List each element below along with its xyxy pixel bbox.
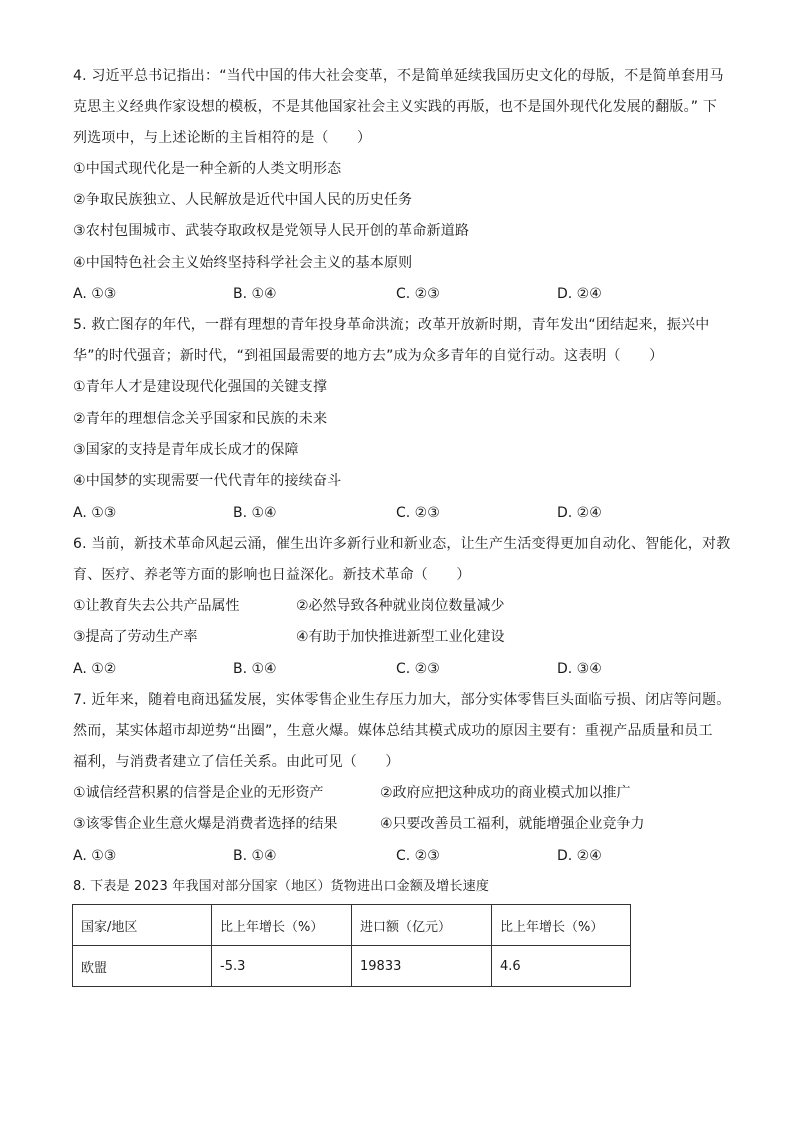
table-header-cell: 国家/地区 bbox=[73, 905, 212, 946]
q5-stem-line-2: 华”的时代强音；新时代，“到祖国最需要的地方去”成为众多青年的自觉行动。这表明（ ） bbox=[73, 348, 664, 364]
q6-item-1: ①让教育失去公共产品属性 bbox=[73, 598, 240, 614]
q4-item-4: ④中国特色社会主义始终坚持科学社会主义的基本原则 bbox=[73, 255, 413, 271]
q6-option-d: D. ③④ bbox=[557, 661, 602, 677]
table-cell: 欧盟 bbox=[73, 946, 212, 987]
q4-item-1: ①中国式现代化是一种全新的人类文明形态 bbox=[73, 161, 342, 177]
q5-item-1: ①青年人才是建设现代化强国的关键支撑 bbox=[73, 379, 328, 395]
q7-item-2: ②政府应把这种成功的商业模式加以推广 bbox=[380, 785, 631, 801]
q4-stem-line-2: 克思主义经典作家设想的模板，不是其他国家社会主义实践的再版，也不是国外现代化发展的翻版。” 下 bbox=[73, 99, 718, 115]
table-cell: 4.6 bbox=[492, 946, 631, 987]
q7-item-4: ④只要改善员工福利，就能增强企业竞争力 bbox=[380, 816, 645, 832]
q7-option-d: D. ②④ bbox=[557, 848, 602, 864]
q7-option-c: C. ②③ bbox=[396, 848, 440, 864]
q5-item-3: ③国家的支持是青年成长成才的保障 bbox=[73, 442, 299, 458]
q5-stem-line-1: 5. 救亡图存的年代，一群有理想的青年投身革命洪流；改革开放新时期，青年发出“团结起来，振兴中 bbox=[73, 317, 710, 333]
q5-item-4: ④中国梦的实现需要一代代青年的接续奋斗 bbox=[73, 473, 342, 489]
table-cell: -5.3 bbox=[212, 946, 352, 987]
q4-stem-line-1: 4. 习近平总书记指出：“当代中国的伟大社会变革，不是简单延续我国历史文化的母版，不是简单套用马 bbox=[73, 68, 724, 84]
table-header-row bbox=[73, 905, 631, 946]
q5-option-a: A. ①③ bbox=[73, 505, 117, 521]
trade-table bbox=[72, 904, 631, 987]
q6-option-b: B. ①④ bbox=[233, 661, 277, 677]
q7-item-1: ①诚信经营积累的信誉是企业的无形资产 bbox=[73, 785, 324, 801]
q5-option-c: C. ②③ bbox=[396, 505, 440, 521]
q8-stem: 8. 下表是 2023 年我国对部分国家（地区）货物进出口金额及增长速度 bbox=[73, 879, 490, 894]
q4-item-3: ③农村包围城市、武装夺取政权是党领导人民开创的革命新道路 bbox=[73, 223, 470, 239]
table-header-cell: 进口额（亿元） bbox=[352, 905, 492, 946]
q5-option-d: D. ②④ bbox=[557, 505, 602, 521]
q7-stem-line-1: 7. 近年来，随着电商迅猛发展，实体零售企业生存压力加大，部分实体零售巨头面临亏损、闭店等问题。 bbox=[73, 692, 731, 708]
q6-option-c: C. ②③ bbox=[396, 661, 440, 677]
table-header-cell: 比上年增长（%） bbox=[492, 905, 631, 946]
q5-item-2: ②青年的理想信念关乎国家和民族的未来 bbox=[73, 411, 328, 427]
table-header-cell: 比上年增长（%） bbox=[212, 905, 352, 946]
q6-item-3: ③提高了劳动生产率 bbox=[73, 629, 198, 645]
q7-item-3: ③该零售企业生意火爆是消费者选择的结果 bbox=[73, 816, 338, 832]
q7-option-a: A. ①③ bbox=[73, 848, 117, 864]
q6-stem-line-1: 6. 当前，新技术革命风起云涌，催生出许多新行业和新业态，让生产生活变得更加自动化、智能化，对教 bbox=[73, 536, 731, 552]
q4-option-a: A. ①③ bbox=[73, 286, 117, 302]
q6-option-a: A. ①② bbox=[73, 661, 117, 677]
q7-stem-line-3: 福利，与消费者建立了信任关系。由此可见（ ） bbox=[73, 754, 400, 770]
q4-option-b: B. ①④ bbox=[233, 286, 277, 302]
q4-option-d: D. ②④ bbox=[557, 286, 602, 302]
q4-item-2: ②争取民族独立、人民解放是近代中国人民的历史任务 bbox=[73, 192, 413, 208]
q6-stem-line-2: 育、医疗、养老等方面的影响也日益深化。新技术革命（ ） bbox=[73, 567, 471, 583]
q4-option-c: C. ②③ bbox=[396, 286, 440, 302]
q6-item-2: ②必然导致各种就业岗位数量减少 bbox=[296, 598, 505, 614]
q7-stem-line-2: 然而，某实体超市却逆势“出圈”，生意火爆。媒体总结其模式成功的原因主要有：重视产品质量和员工 bbox=[73, 723, 713, 739]
table-cell: 19833 bbox=[352, 946, 492, 987]
q7-option-b: B. ①④ bbox=[233, 848, 277, 864]
q4-stem-line-3: 列选项中，与上述论断的主旨相符的是（ ） bbox=[73, 130, 372, 146]
table-row bbox=[73, 946, 631, 987]
q6-item-4: ④有助于加快推进新型工业化建设 bbox=[296, 629, 505, 645]
q5-option-b: B. ①④ bbox=[233, 505, 277, 521]
